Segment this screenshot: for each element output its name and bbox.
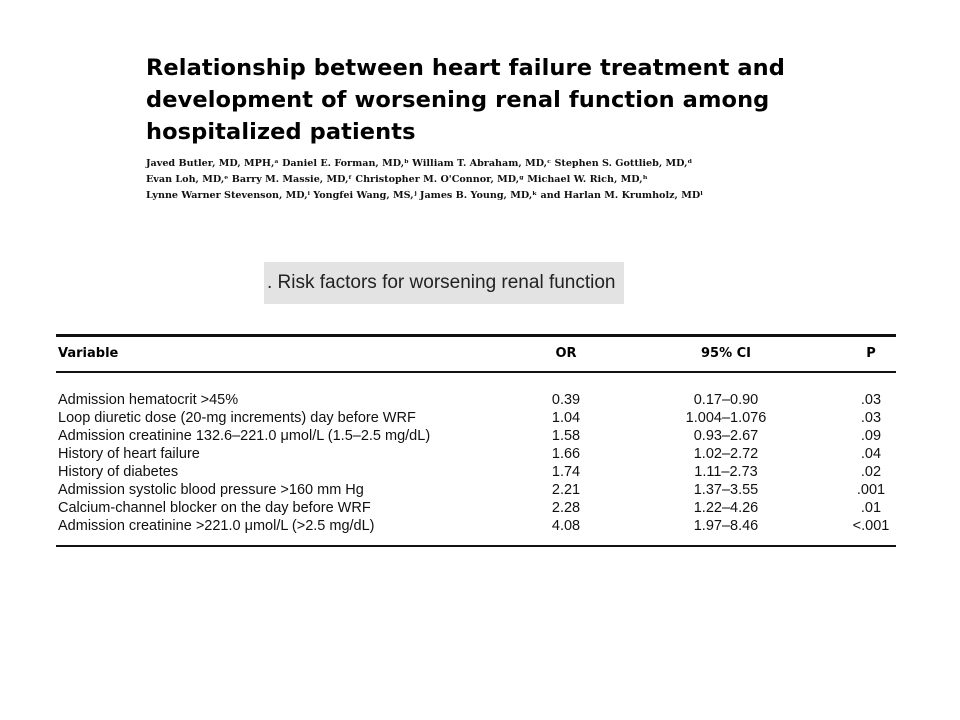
cell-ci: 0.93–2.67 [693, 428, 759, 444]
cell-or: 1.66 [551, 446, 581, 462]
author-line: Javed Butler, MD, MPH,ᵃ Daniel E. Forman, MD,ᵇ William T. Abraham, MD,ᶜ Stephen S. Gottlieb, MD,ᵈ [146, 158, 693, 169]
cell-or: 4.08 [551, 518, 581, 534]
cell-p: .03 [860, 410, 882, 426]
title-line: hospitalized patients [146, 119, 416, 145]
cell-p: .03 [860, 392, 882, 408]
cell-ci: 1.22–4.26 [693, 500, 759, 516]
table-row [56, 427, 896, 445]
table-row [56, 499, 896, 517]
header-p: P [866, 346, 876, 361]
author-list [146, 156, 846, 204]
cell-ci: 1.11–2.73 [694, 464, 758, 480]
cell-variable: Admission creatinine >221.0 μmol/L (>2.5 mg/dL) [58, 518, 375, 534]
cell-ci: 0.17–0.90 [693, 392, 759, 408]
table-body [56, 373, 896, 545]
table-row [56, 391, 896, 409]
cell-or: 1.58 [551, 428, 581, 444]
table-row [56, 463, 896, 481]
cell-variable: History of heart failure [58, 446, 200, 462]
cell-ci: 1.004–1.076 [685, 410, 767, 426]
cell-or: 1.74 [551, 464, 581, 480]
table-caption-text: . Risk factors for worsening renal function [267, 272, 616, 293]
header-ci: 95% CI [700, 346, 752, 361]
cell-or: 0.39 [551, 392, 581, 408]
table-row [56, 481, 896, 499]
table-header-row [56, 337, 896, 371]
cell-ci: 1.02–2.72 [693, 446, 759, 462]
header-variable: Variable [58, 346, 119, 361]
table-row [56, 445, 896, 463]
risk-factor-table [56, 334, 896, 547]
title-line: development of worsening renal function among [146, 87, 770, 113]
cell-or: 2.28 [551, 500, 581, 516]
cell-p: .01 [860, 500, 882, 516]
cell-or: 2.21 [551, 482, 581, 498]
header-or: OR [555, 346, 577, 361]
cell-variable: History of diabetes [58, 464, 179, 480]
cell-p: .001 [856, 482, 886, 498]
cell-ci: 1.97–8.46 [693, 518, 759, 534]
paper-title [146, 52, 846, 148]
cell-or: 1.04 [551, 410, 581, 426]
cell-variable: Admission creatinine 132.6–221.0 μmol/L (1.5–2.5 mg/dL) [58, 428, 431, 444]
cell-variable: Admission hematocrit >45% [58, 392, 239, 408]
cell-variable: Admission systolic blood pressure >160 mm Hg [58, 482, 364, 498]
table-row [56, 409, 896, 427]
title-line: Relationship between heart failure treatment and [146, 55, 785, 81]
cell-p: .04 [860, 446, 882, 462]
table-row [56, 517, 896, 535]
cell-p: .02 [860, 464, 882, 480]
author-line: Lynne Warner Stevenson, MD,ⁱ Yongfei Wang, MS,ʲ James B. Young, MD,ᵏ and Harlan M. Krumholz, MDˡ [146, 190, 703, 201]
cell-variable: Loop diuretic dose (20-mg increments) day before WRF [58, 410, 416, 426]
cell-variable: Calcium-channel blocker on the day before WRF [58, 500, 371, 516]
cell-p: <.001 [852, 518, 890, 534]
cell-ci: 1.37–3.55 [693, 482, 759, 498]
author-line: Evan Loh, MD,ᵉ Barry M. Massie, MD,ᶠ Christopher M. O'Connor, MD,ᵍ Michael W. Rich, MD,ʰ [146, 174, 648, 185]
table-caption [264, 262, 624, 304]
cell-p: .09 [860, 428, 882, 444]
table-bottom-rule [56, 545, 896, 547]
